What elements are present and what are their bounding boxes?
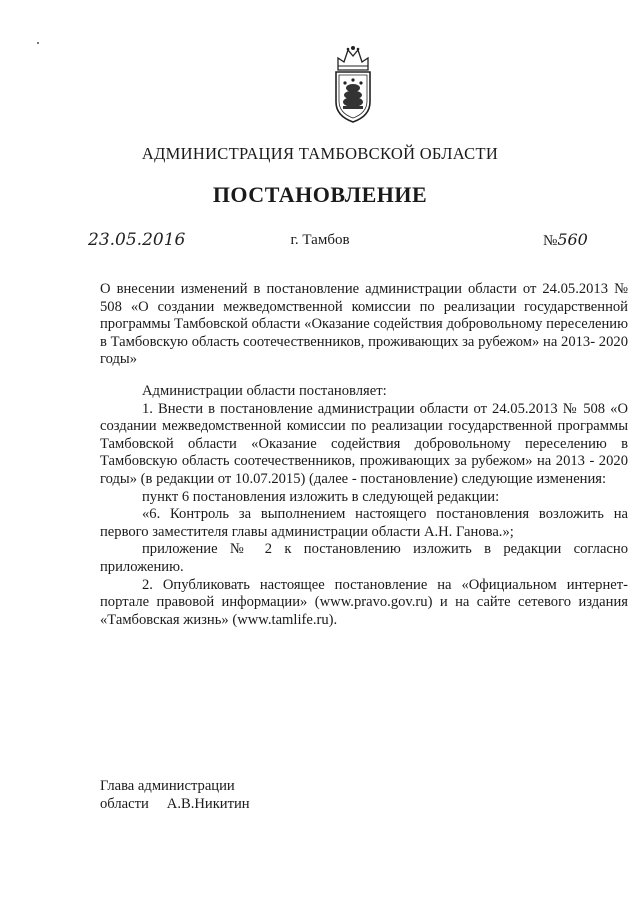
signatory-name: А.В.Никитин [166, 795, 250, 812]
signature-block [100, 778, 250, 813]
number-value: 560 [557, 230, 588, 249]
signatory-title-word: области [100, 795, 149, 812]
subject-text: О внесении изменений в постановление администрации области от 24.05.2013 № 508 «О создании межведомственной комиссии по реализации государственной программы Тамбовской области «Оказание содействия добровольному переселению в Тамбовскую область соотечественников, проживающих за рубежом» на 2013- 2020 годы» [100, 281, 628, 368]
document-type-title: ПОСТАНОВЛЕНИЕ [212, 182, 428, 207]
number-prefix: № [543, 233, 558, 249]
document-city: г. Тамбов [290, 232, 350, 248]
document-subject [100, 281, 628, 369]
scan-speck [37, 42, 39, 44]
organization-name: АДМИНИСТРАЦИЯ ТАМБОВСКОЙ ОБЛАСТИ [141, 144, 499, 163]
signatory-title-line-1: Глава администрации [100, 778, 235, 794]
paragraph-item-1-a: пункт 6 постановления изложить в следующей редакции: [142, 488, 500, 505]
document-body [100, 383, 628, 629]
document-number [543, 230, 588, 250]
signatory-title-line-2 [100, 796, 250, 814]
paragraph-item-1: 1. Внести в постановление администрации области от 24.05.2013 № 508 «О создании межведомственной комиссии по реализации государственной программы Тамбовской области «Оказание содействия добровольному переселению в Тамбовскую область соотечественников, проживающих за рубежом» на 2013 - 2020 годы» (в редакции от 10.07.2015) (далее - постановление) следующие изменения: [100, 400, 628, 487]
paragraph-item-1-b: приложение № 2 к постановлению изложить в редакции согласно приложению. [100, 541, 628, 575]
document-date: 23.05.2016 [88, 230, 186, 250]
paragraph-item-2: 2. Опубликовать настоящее постановление на «Официальном интернет-портале правовой информации» (www.pravo.gov.ru) и на сайте сетевого издания «Тамбовская жизнь» (www.tamlife.ru). [100, 576, 628, 628]
paragraph-item-1-quote: «6. Контроль за выполнением настоящего постановления возложить на первого заместителя главы администрации области А.Н. Ганова.»; [100, 506, 628, 540]
tambov-oblast-coat-of-arms-icon [330, 40, 376, 126]
resolution-intro: Администрации области постановляет: [142, 383, 387, 399]
